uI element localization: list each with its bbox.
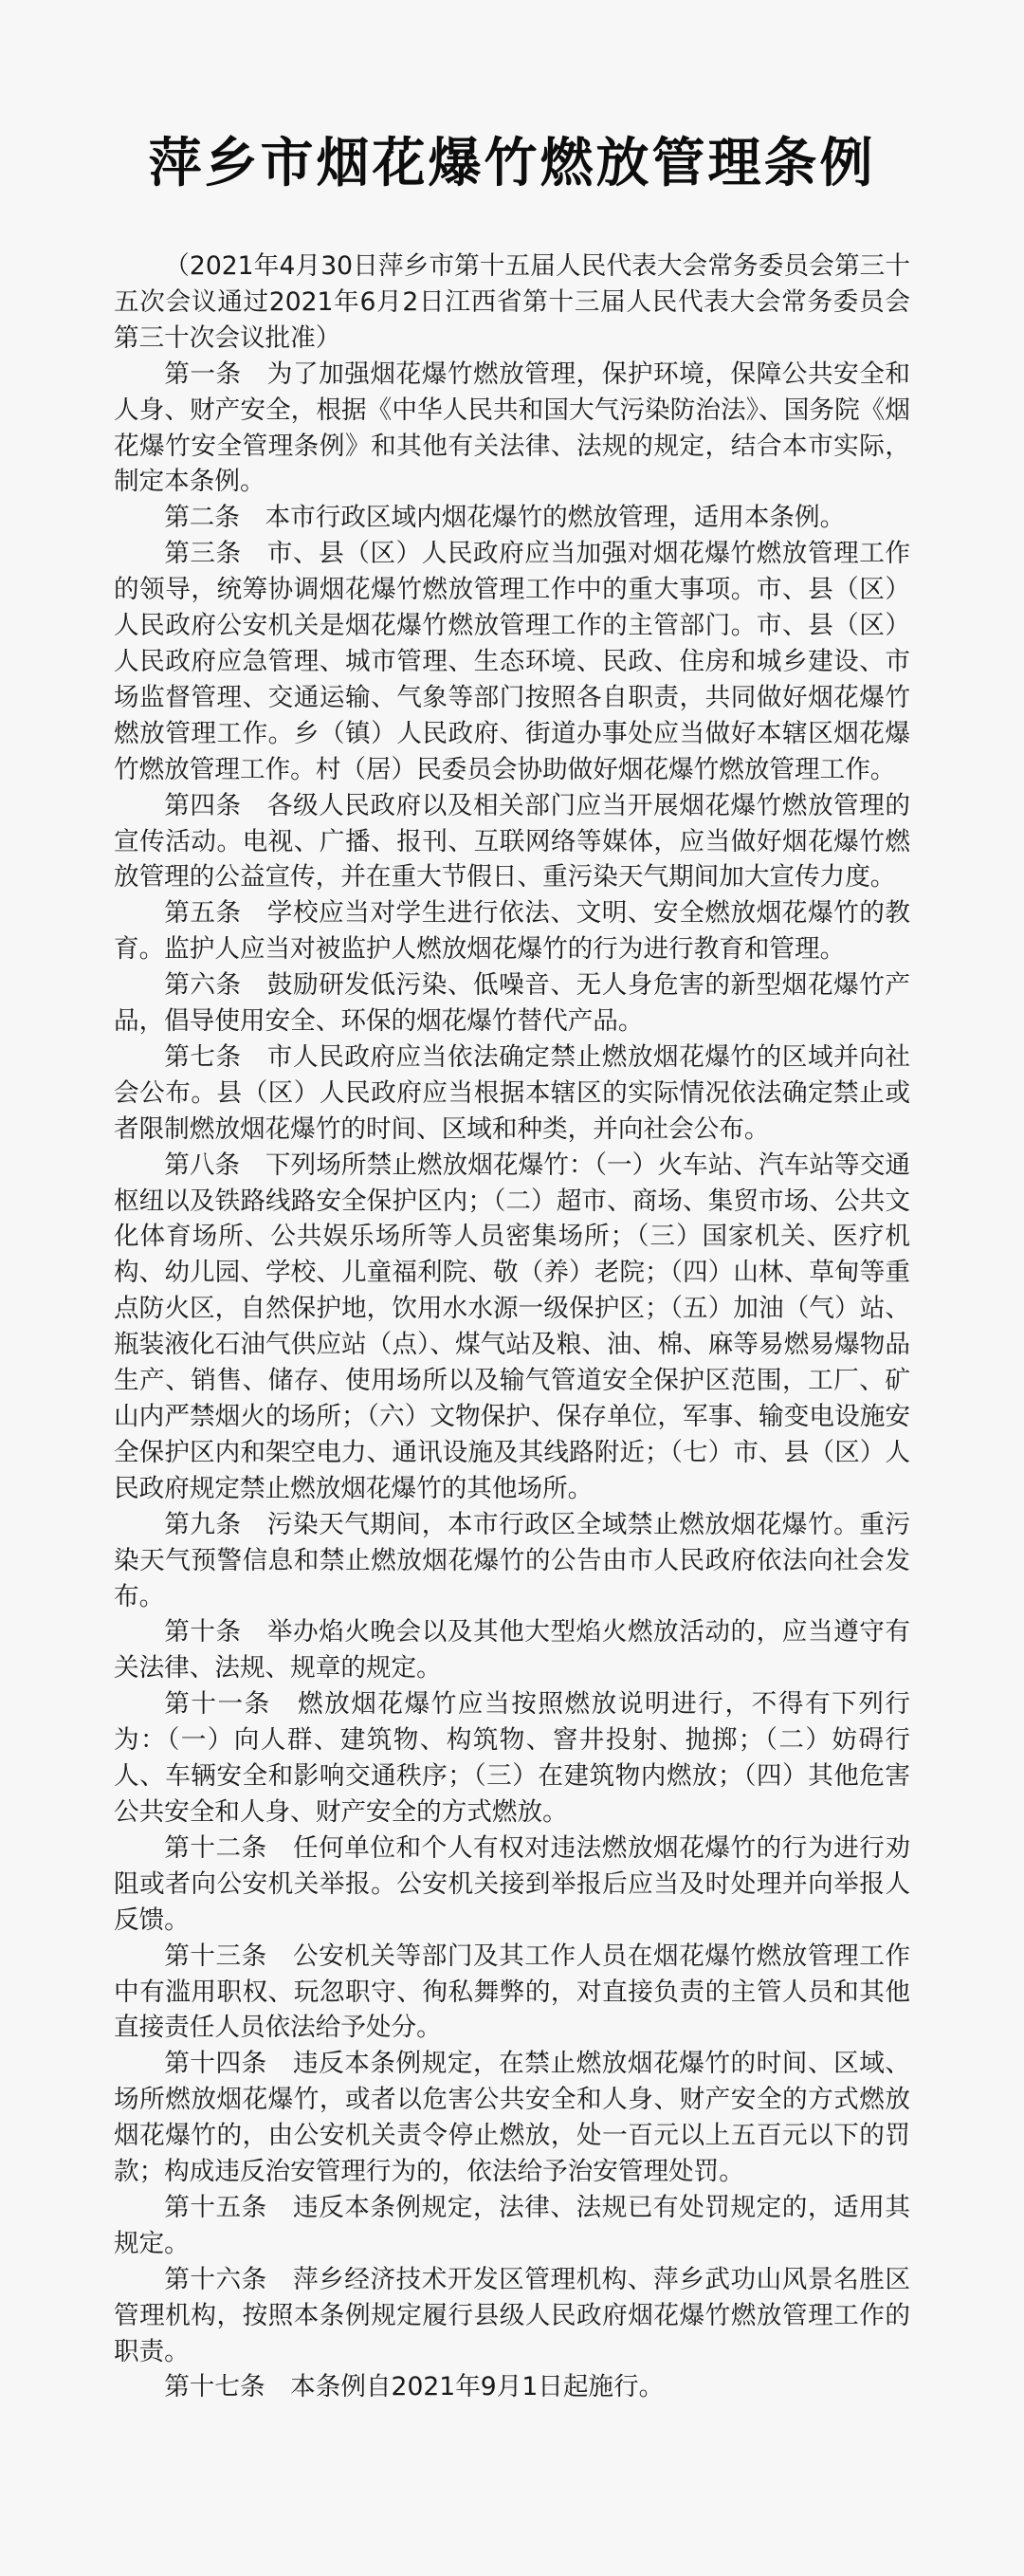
article-1: 第一条 为了加强烟花爆竹燃放管理，保护环境，保障公共安全和人身、财产安全，根据《中华人民共和国大气污染防治法》、国务院《烟花爆竹安全管理条例》和其他有关法律、法规的规定，结合本市实际，制定本条例。: [114, 359, 910, 497]
article-16: 第十六条 萍乡经济技术开发区管理机构、萍乡武功山风景名胜区管理机构，按照本条例规定履行县级人民政府烟花爆竹燃放管理工作的职责。: [114, 2264, 910, 2366]
document-title: 萍乡市烟花爆竹燃放管理条例: [148, 133, 876, 194]
article-6: 第六条 鼓励研发低污染、低噪音、无人身危害的新型烟花爆竹产品，倡导使用安全、环保的烟花爆竹替代产品。: [114, 970, 910, 1037]
article-17: 第十七条 本条例自2021年9月1日起施行。: [164, 2372, 665, 2402]
article-3: 第三条 市、县（区）人民政府应当加强对烟花爆竹燃放管理工作的领导，统筹协调烟花爆竹燃放管理工作中的重大事项。市、县（区）人民政府公安机关是烟花爆竹燃放管理工作的主管部门。市、县（区）人民政府应急管理、城市管理、生态环境、民政、住房和城乡建设、市场监督管理、交通运输、气象等部门按照各自职责，共同做好烟花爆竹燃放管理工作。乡（镇）人民政府、街道办事处应当做好本辖区烟花爆竹燃放管理工作。村（居）民委员会协助做好烟花爆竹燃放管理工作。: [114, 539, 910, 784]
article-7: 第七条 市人民政府应当依法确定禁止燃放烟花爆竹的区域并向社会公布。县（区）人民政府应当根据本辖区的实际情况依法确定禁止或者限制燃放烟花爆竹的时间、区域和种类，并向社会公布。: [114, 1041, 910, 1144]
article-12: 第十二条 任何单位和个人有权对违法燃放烟花爆竹的行为进行劝阻或者向公安机关举报。公安机关接到举报后应当及时处理并向举报人反馈。: [114, 1832, 910, 1935]
article-14: 第十四条 违反本条例规定，在禁止燃放烟花爆竹的时间、区域、场所燃放烟花爆竹，或者以危害公共安全和人身、财产安全的方式燃放烟花爆竹的，由公安机关责令停止燃放，处一百元以上五百元以下的罚款；构成违反治安管理行为的，依法给予治安管理处罚。: [114, 2049, 910, 2187]
article-11: 第十一条 燃放烟花爆竹应当按照燃放说明进行，不得有下列行为：（一）向人群、建筑物、构筑物、窨井投射、抛掷；（二）妨碍行人、车辆安全和影响交通秩序；（三）在建筑物内燃放；（四）其他危害公共安全和人身、财产安全的方式燃放。: [114, 1689, 910, 1827]
preamble: （2021年4月30日萍乡市第十五届人民代表大会常务委员会第三十五次会议通过2021年6月2日江西省第十三届人民代表大会常务委员会第三十次会议批准）: [114, 251, 910, 353]
article-15: 第十五条 违反本条例规定，法律、法规已有处罚规定的，适用其规定。: [114, 2192, 910, 2258]
article-5: 第五条 学校应当对学生进行依法、文明、安全燃放烟花爆竹的教育。监护人应当对被监护人燃放烟花爆竹的行为进行教育和管理。: [114, 898, 910, 965]
article-10: 第十条 举办焰火晚会以及其他大型焰火燃放活动的，应当遵守有关法律、法规、规章的规定。: [114, 1617, 910, 1684]
article-2: 第二条 本市行政区域内烟花爆竹的燃放管理，适用本条例。: [164, 503, 846, 533]
article-4: 第四条 各级人民政府以及相关部门应当开展烟花爆竹燃放管理的宣传活动。电视、广播、报刊、互联网络等媒体，应当做好烟花爆竹燃放管理的公益宣传，并在重大节假日、重污染天气期间加大宣传力度。: [114, 790, 910, 892]
article-8: 第八条 下列场所禁止燃放烟花爆竹：（一）火车站、汽车站等交通枢纽以及铁路线路安全保护区内；（二）超市、商场、集贸市场、公共文化体育场所、公共娱乐场所等人员密集场所；（三）国家机关、医疗机构、幼儿园、学校、儿童福利院、敬（养）老院；（四）山林、草甸等重点防火区，自然保护地，饮用水水源一级保护区；（五）加油（气）站、瓶装液化石油气供应站（点）、煤气站及粮、油、棉、麻等易燃易爆物品生产、销售、储存、使用场所以及输气管道安全保护区范围，工厂、矿山内严禁烟火的场所；（六）文物保护、保存单位，军事、输变电设施安全保护区内和架空电力、通讯设施及其线路附近；（七）市、县（区）人民政府规定禁止燃放烟花爆竹的其他场所。: [114, 1150, 910, 1503]
article-9: 第九条 污染天气期间，本市行政区全域禁止燃放烟花爆竹。重污染天气预警信息和禁止燃放烟花爆竹的公告由市人民政府依法向社会发布。: [114, 1509, 910, 1611]
document-body: [114, 248, 910, 2405]
article-13: 第十三条 公安机关等部门及其工作人员在烟花爆竹燃放管理工作中有滥用职权、玩忽职守、徇私舞弊的，对直接负责的主管人员和其他直接责任人员依法给予处分。: [114, 1941, 910, 2043]
